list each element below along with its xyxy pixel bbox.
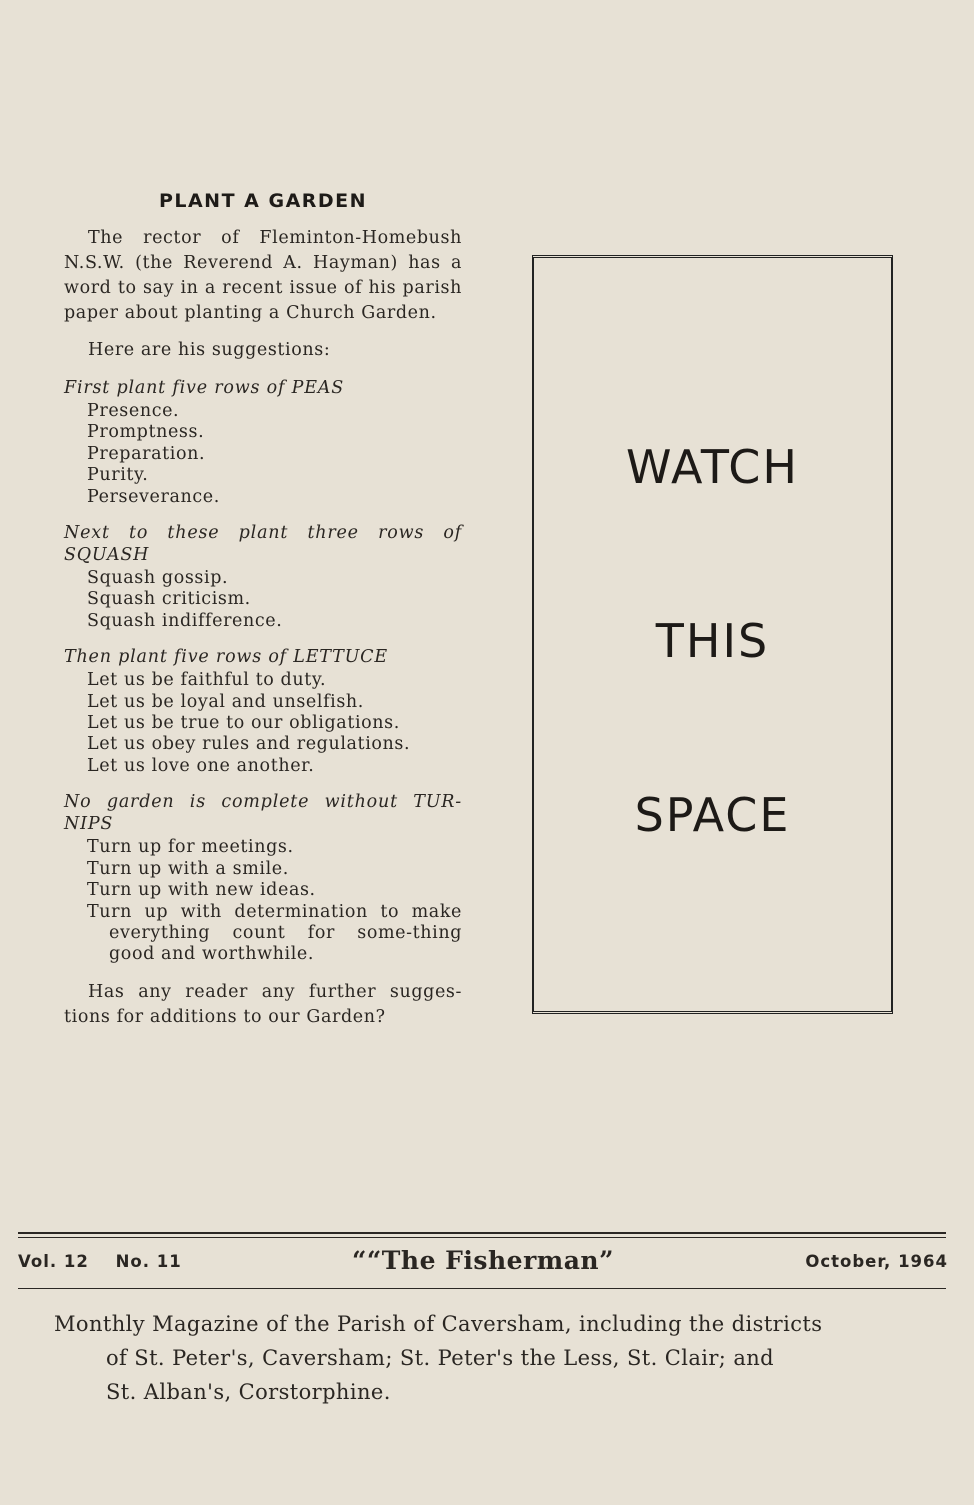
- list-item: Presence.: [87, 401, 180, 421]
- article-lead: Here are his suggestions:: [88, 340, 331, 360]
- list-item: Let us be faithful to duty.: [87, 670, 327, 691]
- section-heading: First plant five rows of PEAS: [64, 378, 345, 398]
- notice-word-this: THIS: [655, 614, 770, 668]
- section-heading: Next to these plant three rows of SQUASH: [64, 523, 462, 566]
- list-item: Squash criticism.: [87, 589, 251, 610]
- list-item: Turn up with new ideas.: [87, 880, 316, 901]
- notice-word-space: SPACE: [634, 788, 791, 842]
- section-lettuce: [64, 646, 462, 777]
- watch-this-space-box: [532, 255, 893, 1014]
- description-line: of St. Peter's, Caversham; St. Peter's the Less, St. Clair; and: [106, 1346, 775, 1370]
- list-item: Let us obey rules and regulations.: [87, 734, 411, 755]
- list-item: Promptness.: [87, 422, 205, 443]
- section-list: [87, 401, 462, 508]
- section-list: [87, 568, 462, 632]
- section-list: [87, 837, 462, 965]
- list-item: Let us be true to our obligations.: [87, 713, 400, 734]
- section-heading: Then plant five rows of LETTUCE: [64, 647, 388, 668]
- magazine-title: ““The Fisherman”: [352, 1246, 614, 1275]
- description-line: Monthly Magazine of the Parish of Caversham, including the districts: [54, 1312, 823, 1336]
- list-item: Preparation.: [87, 443, 206, 464]
- issue-date: October, 1964: [805, 1252, 948, 1271]
- notice-word-watch: WATCH: [626, 440, 799, 494]
- footer-rule-bottom: [18, 1288, 946, 1289]
- number-label: No. 11: [115, 1252, 182, 1271]
- list-item: Perseverance.: [87, 486, 220, 507]
- list-item: Let us love one another.: [87, 755, 315, 776]
- section-list: [87, 670, 462, 777]
- list-item: Turn up for meetings.: [87, 837, 294, 858]
- article-intro: The rector of Fleminton-Homebush N.S.W. (the Reverend A. Hayman) has a word to say in a recent issue of his parish paper about planting a Church Garden.: [64, 228, 462, 323]
- footer-rule-top-thin: [18, 1237, 946, 1238]
- magazine-description: [54, 1307, 914, 1409]
- list-item: Turn up with a smile.: [87, 858, 289, 879]
- section-peas: [64, 377, 462, 508]
- list-item: Turn up with determination to make everything count for some-thing good and worthwhile.: [87, 901, 462, 965]
- footer-masthead: [18, 1246, 948, 1280]
- list-item: Squash gossip.: [87, 568, 229, 589]
- volume-label: Vol. 12: [18, 1252, 89, 1271]
- list-item: Purity.: [87, 465, 149, 486]
- section-turnips: [64, 791, 462, 965]
- list-item: Let us be loyal and unselfish.: [87, 691, 364, 712]
- list-item: Squash indifference.: [87, 610, 283, 631]
- section-squash: [64, 522, 462, 632]
- article-plant-a-garden: [64, 190, 462, 1042]
- footer-rule-top: [18, 1232, 946, 1234]
- article-title: PLANT A GARDEN: [158, 190, 368, 212]
- description-line: St. Alban's, Corstorphine.: [106, 1380, 391, 1404]
- section-heading: No garden is complete without TUR-NIPS: [64, 792, 462, 835]
- article-closing: Has any reader any further sugges-tions for additions to our Garden?: [64, 981, 462, 1027]
